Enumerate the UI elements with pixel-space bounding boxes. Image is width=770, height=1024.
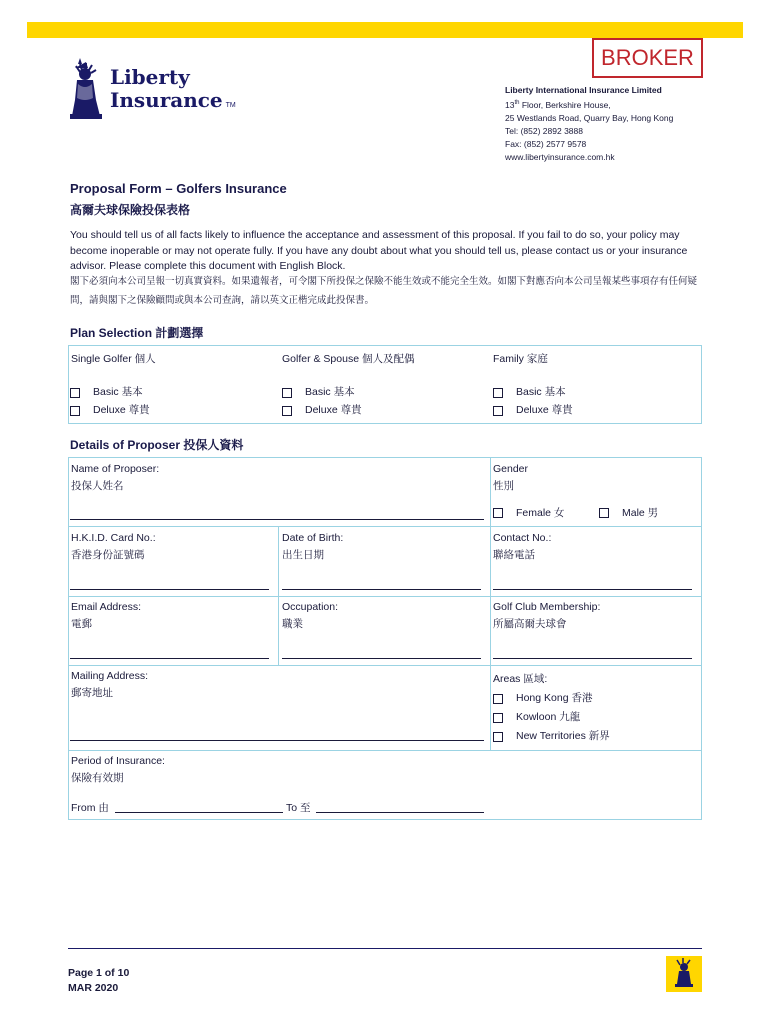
area-new-territories-checkbox[interactable] [493,732,503,742]
company-tel: Tel: (852) 2892 3888 [505,125,583,136]
gender-label: Gender [493,463,529,475]
spouse-basic-label: Basic 基本 [305,386,355,398]
trademark-mark: TM [225,102,236,109]
broker-badge: BROKER [592,38,703,78]
form-title-zh: 高爾夫球保險投保表格 [70,203,191,217]
period-to-label: To 至 [286,802,311,814]
hkid-label: H.K.I.D. Card No.: [71,532,156,544]
area-hong-kong-label: Hong Kong 香港 [516,692,593,704]
form-title: Proposal Form – Golfers Insurance [70,181,287,196]
company-fax: Fax: (852) 2577 9578 [505,138,587,149]
email-field[interactable] [70,658,269,659]
gender-male-label: Male 男 [622,507,659,519]
footer-page-info [68,966,129,996]
spouse-basic-checkbox[interactable] [282,388,292,398]
mailing-address-field[interactable] [70,740,484,741]
gender-female-label: Female 女 [516,507,565,519]
area-hong-kong-checkbox[interactable] [493,694,503,704]
contact-field[interactable] [493,589,692,590]
intro-text-zh: 閣下必須向本公司呈報一切真實資料。如果遺報者，可令閣下所投保之保險不能生效或不能完全生效。如閣下對應否向本公司呈報某些事項存有任何疑問，請與閣下之保險顧問或與本公司查詢，請以英文正楷完成此投保書。 [70,276,698,306]
liberty-logo [66,58,236,120]
area-new-territories-label: New Territories 新界 [516,730,610,742]
area-kowloon-label: Kowloon 九龍 [516,711,581,723]
company-address-block [505,84,673,164]
single-basic-label: Basic 基本 [93,386,143,398]
golf-club-field[interactable] [493,658,692,659]
address-street: 25 Westlands Road, Quarry Bay, Hong Kong [505,112,674,123]
spouse-deluxe-checkbox[interactable] [282,406,292,416]
company-name: Liberty International Insurance Limited [505,85,662,95]
single-deluxe-label: Deluxe 尊貴 [93,404,150,416]
hkid-label-zh: 香港身份証號碼 [71,549,145,561]
single-basic-checkbox[interactable] [70,388,80,398]
brand-name-line2: Insurance [110,88,223,112]
spouse-deluxe-label: Deluxe 尊貴 [305,404,362,416]
mailing-address-label-zh: 郵寄地址 [71,687,113,699]
plan-selection-heading: Plan Selection 計劃選擇 [70,326,204,340]
company-website[interactable]: www.libertyinsurance.com.hk [505,151,615,162]
contact-label: Contact No.: [493,532,552,544]
proposer-details-heading: Details of Proposer 投保人資料 [70,438,244,452]
occupation-label-zh: 職業 [282,618,303,630]
page-number: Page 1 of 10 [68,967,130,979]
golf-club-label: Golf Club Membership: [493,601,601,613]
occupation-label: Occupation: [282,601,339,613]
period-label: Period of Insurance: [71,755,165,767]
single-deluxe-checkbox[interactable] [70,406,80,416]
period-from-field[interactable] [115,812,283,813]
family-basic-checkbox[interactable] [493,388,503,398]
gender-label-zh: 性別 [493,480,514,492]
proposer-name-field[interactable] [70,519,484,520]
period-to-field[interactable] [316,812,484,813]
dob-field[interactable] [282,589,481,590]
liberty-badge-icon [666,956,702,992]
email-label: Email Address: [71,601,142,613]
proposer-name-label: Name of Proposer: [71,463,160,475]
plan-spouse-label: Golfer & Spouse 個人及配偶 [282,353,415,365]
footer-divider [68,948,702,949]
statue-of-liberty-icon [66,58,106,120]
gender-female-checkbox[interactable] [493,508,503,518]
email-label-zh: 電郵 [71,618,92,630]
brand-name-line1: Liberty [110,65,190,89]
dob-label: Date of Birth: [282,532,344,544]
family-basic-label: Basic 基本 [516,386,566,398]
area-kowloon-checkbox[interactable] [493,713,503,723]
intro-text: You should tell us of all facts likely to influence the acceptance and assessment of this proposal. If you fail to do so, your policy may become inoperable or may not operate fully. If you have any doubt about what you should tell us, please contact us or your insurance advisor. Please complete this document with English Block. [70,229,688,272]
family-deluxe-label: Deluxe 尊貴 [516,404,573,416]
address-floor: 13th Floor, Berkshire House, [505,99,611,110]
gender-male-checkbox[interactable] [599,508,609,518]
proposer-name-label-zh: 投保人姓名 [71,480,124,492]
period-from-label: From 由 [71,802,109,814]
plan-family-label: Family 家庭 [493,353,548,365]
areas-label: Areas 區域: [493,673,548,685]
top-accent-bar [27,22,743,38]
family-deluxe-checkbox[interactable] [493,406,503,416]
dob-label-zh: 出生日期 [282,549,324,561]
hkid-field[interactable] [70,589,269,590]
plan-single-label: Single Golfer 個人 [71,353,156,365]
period-label-zh: 保險有效期 [71,772,124,784]
contact-label-zh: 聯絡電話 [493,549,535,561]
golf-club-label-zh: 所屬高爾夫球會 [493,618,567,630]
mailing-address-label: Mailing Address: [71,670,149,682]
occupation-field[interactable] [282,658,481,659]
form-date: MAR 2020 [68,982,119,994]
